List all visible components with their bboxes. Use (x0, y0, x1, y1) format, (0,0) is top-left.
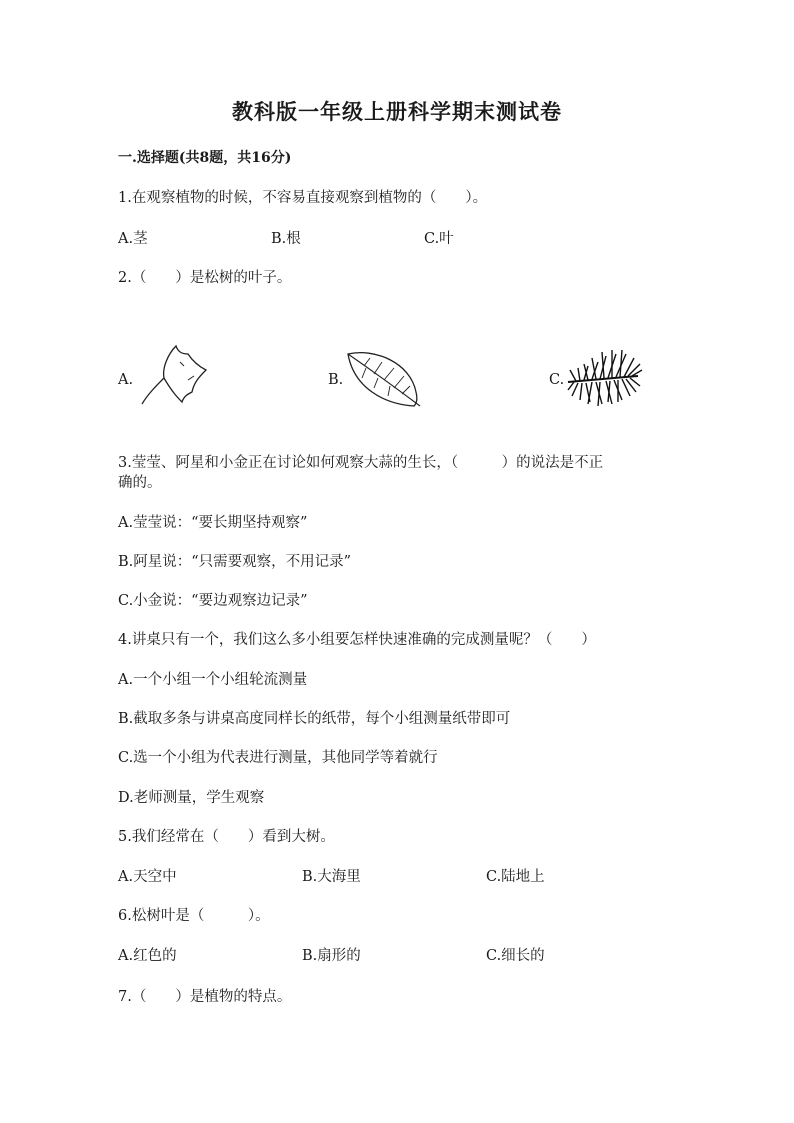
question-6-option-a[interactable]: A.红色的 (118, 948, 177, 964)
section-heading: 一.选择题(共8题，共16分) (118, 150, 292, 166)
page-title: 教科版一年级上册科学期末测试卷 (232, 99, 562, 124)
question-1-stem: 1.在观察植物的时候，不容易直接观察到植物的（ ）。 (118, 190, 488, 206)
question-4-option-c[interactable]: C.选一个小组为代表进行测量，其他同学等着就行 (118, 750, 438, 766)
question-3-stem-line-1: 3.莹莹、阿星和小金正在讨论如何观察大蒜的生长，（ ）的说法是不正 (118, 455, 604, 471)
question-1-option-b[interactable]: B.根 (271, 231, 301, 247)
question-6-option-c[interactable]: C.细长的 (486, 948, 545, 964)
question-6-option-b[interactable]: B.扇形的 (302, 948, 361, 964)
question-5-stem: 5.我们经常在（ ）看到大树。 (118, 829, 335, 845)
ginkgo-leaf-image[interactable] (138, 342, 214, 408)
question-2-option-c[interactable]: C. (549, 372, 565, 388)
pine-needles-image[interactable] (566, 344, 646, 408)
question-4-stem: 4.讲桌只有一个，我们这么多小组要怎样快速准确的完成测量呢？（ ） (118, 632, 596, 648)
question-1-option-c[interactable]: C.叶 (424, 231, 454, 247)
question-2-option-b[interactable]: B. (328, 372, 344, 388)
question-1-option-a[interactable]: A.茎 (118, 231, 148, 247)
question-3-option-c[interactable]: C.小金说：“要边观察边记录” (118, 593, 308, 609)
oval-leaf-image[interactable] (344, 348, 424, 408)
question-6-stem: 6.松树叶是（ ）。 (118, 908, 270, 924)
question-7-stem: 7.（ ）是植物的特点。 (118, 989, 292, 1005)
question-2-stem: 2.（ ）是松树的叶子。 (118, 270, 292, 286)
question-5-option-a[interactable]: A.天空中 (118, 869, 177, 885)
question-4-option-d[interactable]: D.老师测量，学生观察 (118, 790, 265, 806)
question-3-option-a[interactable]: A.莹莹说：“要长期坚持观察” (118, 515, 308, 531)
question-4-option-b[interactable]: B.截取多条与讲桌高度同样长的纸带，每个小组测量纸带即可 (118, 711, 511, 727)
question-3-option-b[interactable]: B.阿星说：“只需要观察，不用记录” (118, 554, 352, 570)
question-5-option-c[interactable]: C.陆地上 (486, 869, 545, 885)
question-5-option-b[interactable]: B.大海里 (302, 869, 361, 885)
question-2-option-a[interactable]: A. (118, 372, 134, 388)
question-3-stem-line-2: 确的。 (118, 475, 162, 491)
question-4-option-a[interactable]: A.一个小组一个小组轮流测量 (118, 672, 308, 688)
